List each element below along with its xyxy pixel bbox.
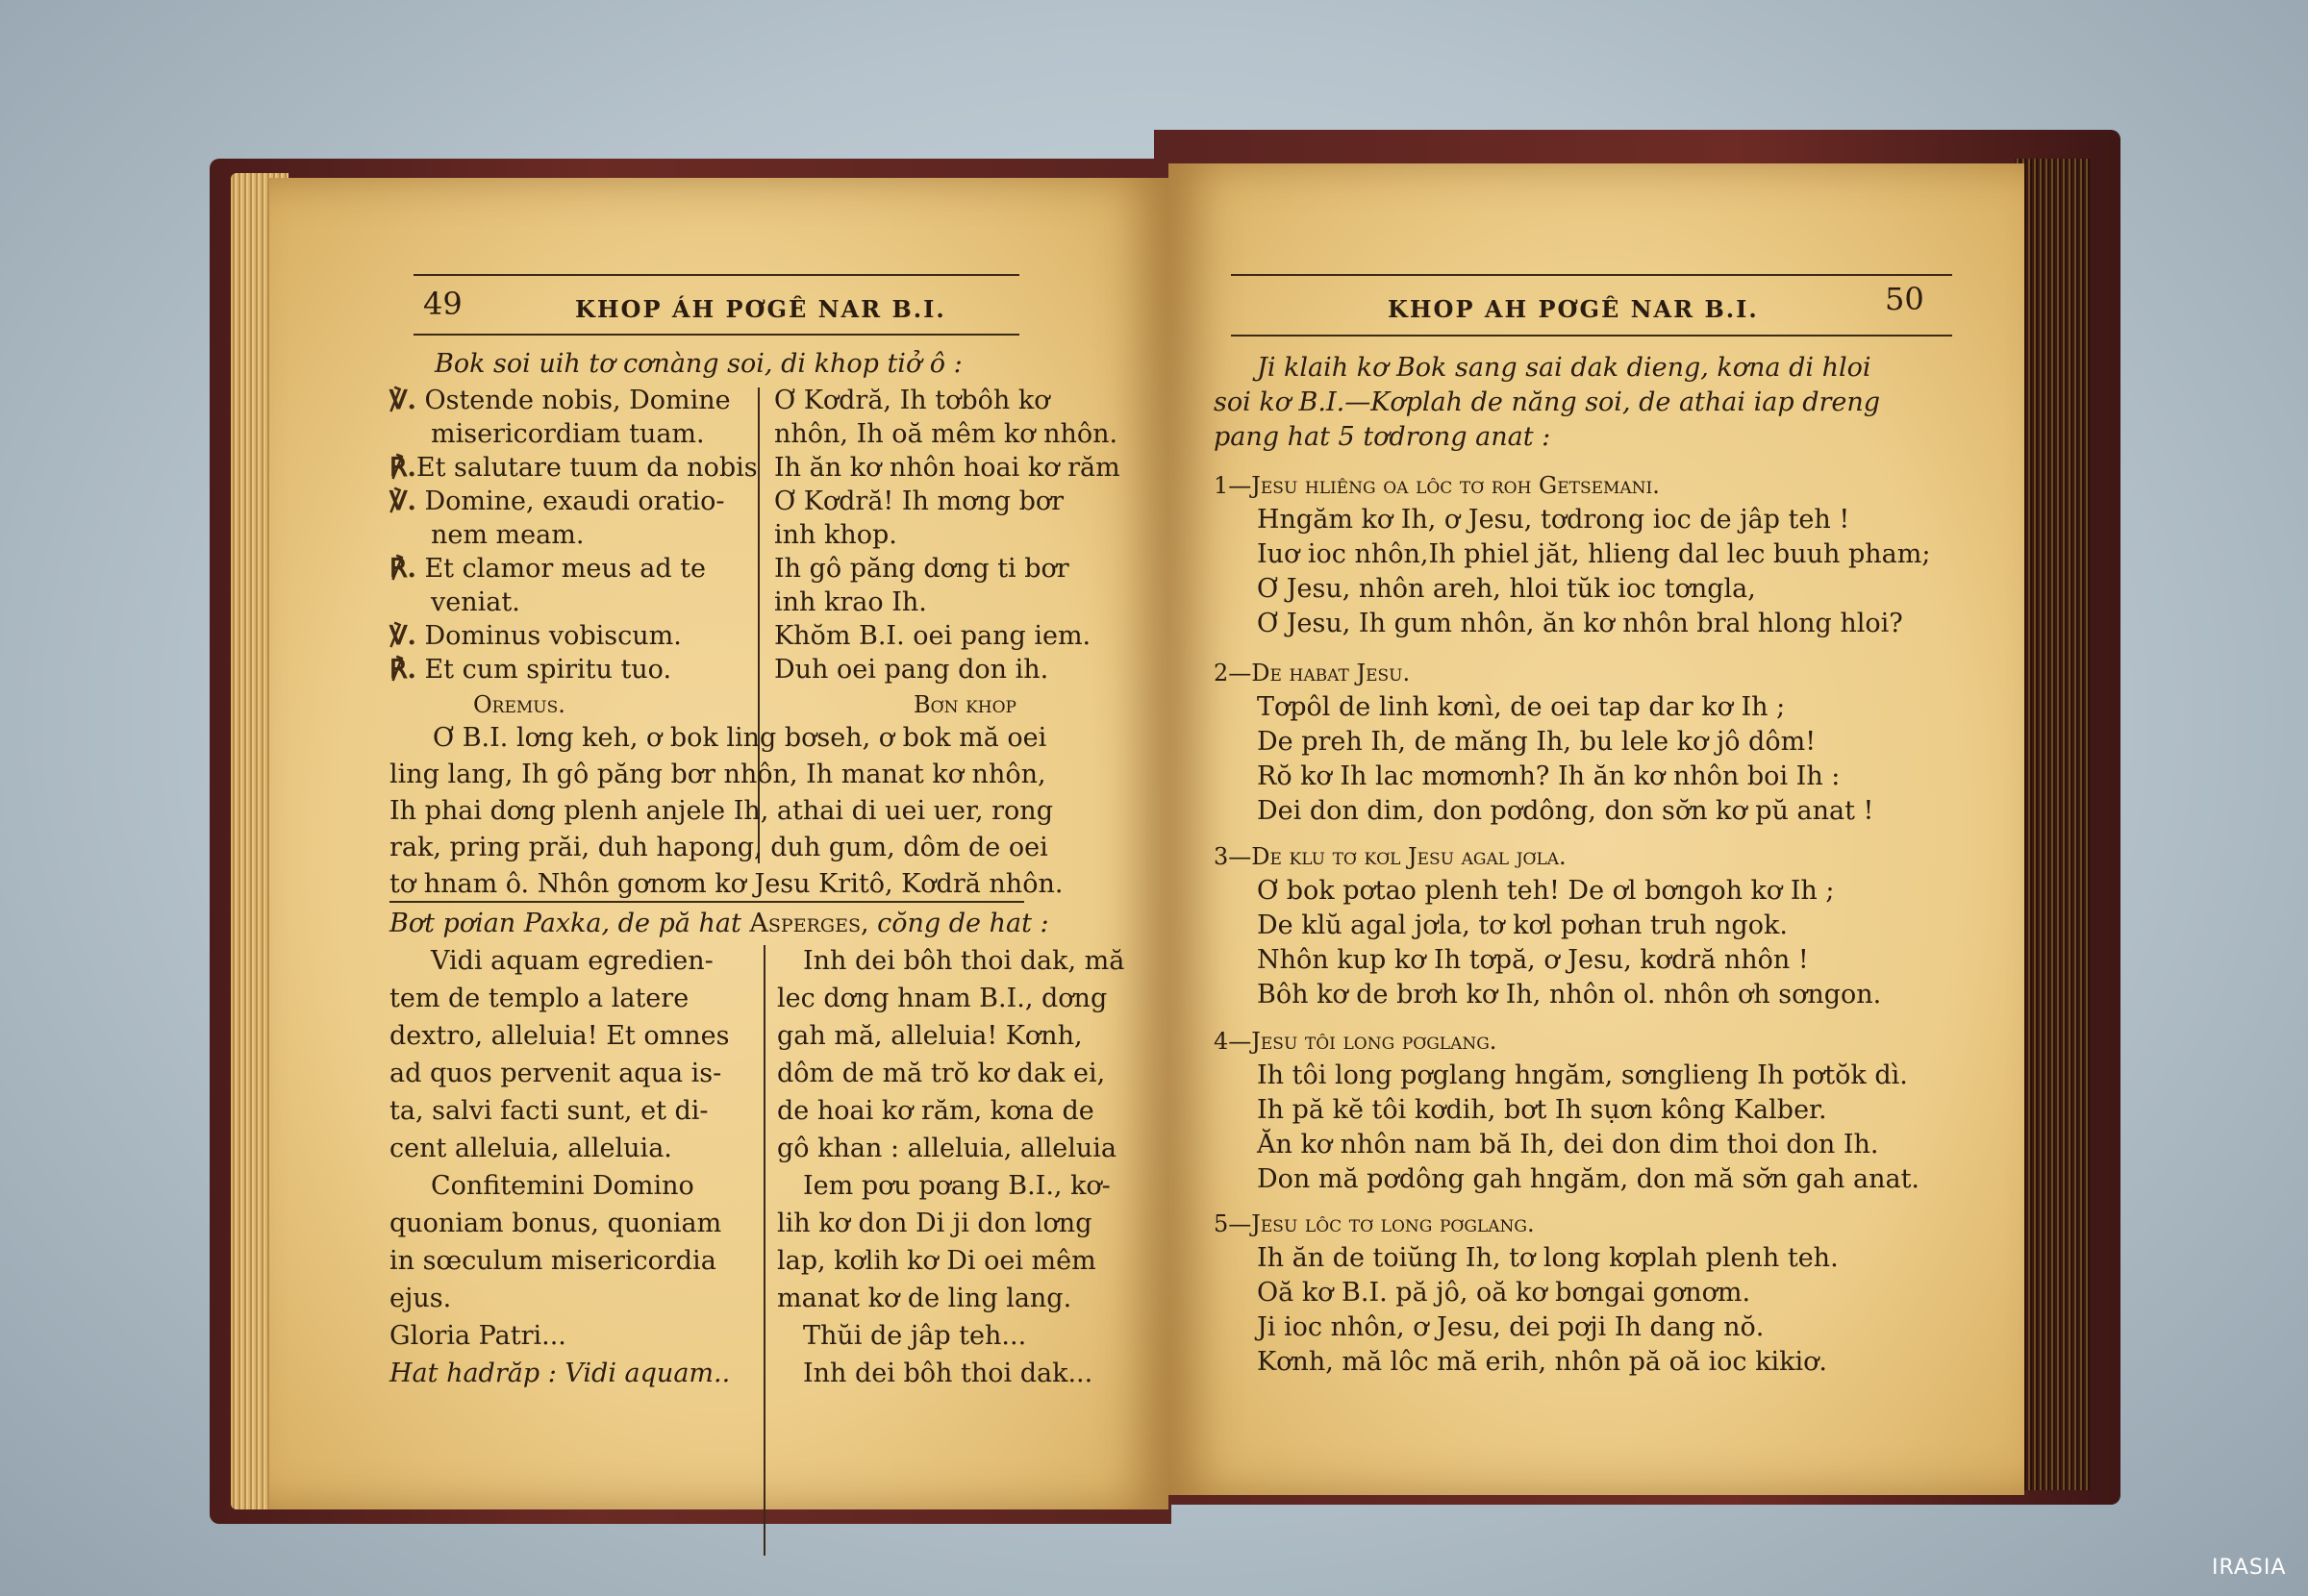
hymn-line: Iem pơu pơang B.I., kơ- <box>803 1171 1111 1201</box>
versicle-line: Ơ Kơdră! Ih mơng bơr <box>774 486 1065 516</box>
bon-khop-heading: Bơn khop <box>914 691 1016 718</box>
page-number: 50 <box>1885 281 1924 317</box>
section-line: Don mă pơdông gah hngăm, don mă sơ̆n gah anat. <box>1257 1164 1920 1194</box>
versicle-line: inh khop. <box>774 520 897 550</box>
versicle-line: ℣. Domine, exaudi oratio- <box>389 486 725 516</box>
hymn-line: in sœculum misericordia <box>389 1246 716 1276</box>
header-rule-bottom <box>414 334 1019 336</box>
section-line: Kơnh, mă lôc mă erih, nhôn pă oă ioc kikiơ. <box>1257 1347 1827 1377</box>
section-title: 2—De habat Jesu. <box>1214 660 1411 686</box>
intro-line: pang hat 5 tơdrong anat : <box>1214 422 1551 452</box>
section-line: Nhôn kup kơ Ih tơpă, ơ Jesu, kơdră nhôn ! <box>1257 945 1809 975</box>
section-line: Ăn kơ nhôn nam bă Ih, dei don dim thoi don Ih. <box>1257 1130 1879 1160</box>
running-head: KHOP ÁH PƠGÊ NAR B.I. <box>575 295 946 323</box>
versicle-line: nhôn, Ih oă mêm kơ nhôn. <box>774 419 1118 449</box>
versicle-line: Ih gô păng dơng ti bơr <box>774 554 1069 584</box>
running-head: KHOP AH PƠGÊ NAR B.I. <box>1388 295 1759 323</box>
hymn-line: gah mă, alleluia! Kơnh, <box>777 1021 1083 1051</box>
header-rule-bottom <box>1231 335 1952 337</box>
section-line: Ơ Jesu, nhôn areh, hloi tŭk ioc tơngla, <box>1257 574 1756 604</box>
hymn-line: dextro, alleluia! Et omnes <box>389 1021 730 1051</box>
section-rule <box>389 901 1024 903</box>
versicle-line: Ơ Kơdră, Ih tơbôh kơ <box>774 386 1050 415</box>
prayer-line: tơ hnam ô. Nhôn gơnơm kơ Jesu Kritô, Kơdră nhôn. <box>389 869 1064 899</box>
section-line: Ih ăn de toiŭng Ih, tơ long kơplah plenh teh. <box>1257 1243 1839 1273</box>
rubric: Bok soi uih tơ cơnàng soi, di khop tiở ô : <box>435 349 963 379</box>
section-line: Iuơ ioc nhôn,Ih phiel jăt, hlieng dal lec buuh pham; <box>1257 539 1931 569</box>
hymn-line: Gloria Patri... <box>389 1321 566 1351</box>
hymn-line: Hat hadrăp : Vidi aquam.. <box>389 1359 731 1388</box>
versicle-line: inh krao Ih. <box>774 587 927 617</box>
hymn-line: Confitemini Domino <box>431 1171 694 1201</box>
section-line: Rŏ kơ Ih lac mơmơnh? Ih ăn kơ nhôn boi Ih : <box>1257 761 1841 791</box>
versicle-line: ℟.Et salutare tuum da nobis <box>389 453 758 483</box>
section-title: 3—De klu tơ kơl Jesu agal jơla. <box>1214 843 1567 870</box>
section-line: De preh Ih, de măng Ih, bu lele kơ jô dôm! <box>1257 727 1817 757</box>
watermark-label: IRASIA <box>2212 1556 2287 1580</box>
versicle-line: Khŏm B.I. oei pang iem. <box>774 621 1091 651</box>
hymn-line: Inh dei bôh thoi dak... <box>803 1359 1093 1388</box>
section-line: Bôh kơ de brơh kơ Ih, nhôn ol. nhôn ơh sơngon. <box>1257 980 1882 1010</box>
page-edges-right <box>2015 159 2092 1490</box>
hymn-line: de hoai kơ răm, kơna de <box>777 1096 1094 1126</box>
section-title: 1—Jesu hliêng oa lôc tơ roh Getsemani. <box>1214 472 1660 499</box>
hymn-line: lih kơ don Di ji don lơng <box>777 1209 1092 1238</box>
section-line: Dei don dim, don pơdông, don sơ̆n kơ pŭ anat ! <box>1257 796 1874 826</box>
right-page <box>1168 163 2024 1495</box>
versicle-line: ℣. Dominus vobiscum. <box>389 621 682 651</box>
versicle-line: ℟. Et cum spiritu tuo. <box>389 655 672 685</box>
prayer-line: rak, pring prăi, duh hapong, duh gum, dôm de oei <box>389 833 1048 862</box>
intro-line: Ji klaih kơ Bok sang sai dak dieng, kơna di hloi <box>1257 353 1871 383</box>
page-number: 49 <box>423 286 463 322</box>
versicle-line: ℣. Ostende nobis, Domine <box>389 386 731 415</box>
section-line: Oă kơ B.I. pă jô, oă kơ bơngai gơnơm. <box>1257 1278 1751 1308</box>
section-title: 4—Jesu tôi long pơglang. <box>1214 1028 1497 1055</box>
versicle-line: veniat. <box>431 587 520 617</box>
prayer-line: Ih phai dơng plenh anjele Ih, athai di uei uer, rong <box>389 796 1053 826</box>
hymn-line: Inh dei bôh thoi dak, mă <box>803 946 1125 976</box>
section-line: Tơpôl de linh kơnì, de oei tap dar kơ Ih ; <box>1257 692 1786 722</box>
hymn-line: cent alleluia, alleluia. <box>389 1134 672 1163</box>
section-line: Ji ioc nhôn, ơ Jesu, dei pơji Ih dang nŏ. <box>1257 1312 1765 1342</box>
hymn-line: quoniam bonus, quoniam <box>389 1209 722 1238</box>
versicle-line: nem meam. <box>431 520 585 550</box>
section-line: Ơ bok pơtao plenh teh! De ơl bơngoh kơ Ih ; <box>1257 876 1835 906</box>
versicle-line: ℟. Et clamor meus ad te <box>389 554 707 584</box>
section-title: 5—Jesu lôc tơ long pơglang. <box>1214 1210 1535 1237</box>
left-page <box>269 178 1168 1509</box>
hymn-line: dôm de mă trŏ kơ dak ei, <box>777 1059 1106 1088</box>
hymn-line: Vidi aquam egredien- <box>431 946 714 976</box>
intro-line: soi kơ B.I.—Kơplah de năng soi, de athai iap dreng <box>1214 387 1881 417</box>
versicle-line: Duh oei pang don ih. <box>774 655 1049 685</box>
prayer-line: ling lang, Ih gô păng bơr nhôn, Ih manat kơ nhôn, <box>389 760 1046 789</box>
section-line: Ih pă kĕ tôi kơdih, bơt Ih sụơn kông Kalber. <box>1257 1095 1827 1125</box>
section-line: De klŭ agal jơla, tơ kơl pơhan truh ngok. <box>1257 910 1788 940</box>
hymn-line: gô khan : alleluia, alleluia <box>777 1134 1116 1163</box>
versicle-line: misericordiam tuam. <box>431 419 705 449</box>
hymn-line: tem de templo a latere <box>389 984 690 1013</box>
section-line: Hngăm kơ Ih, ơ Jesu, tơdrong ioc de jâp teh ! <box>1257 505 1850 535</box>
header-rule-top <box>1231 274 1952 276</box>
column-divider <box>764 945 765 1556</box>
prayer-line: Ơ B.I. lơng keh, ơ bok ling bơseh, ơ bok mă oei <box>433 723 1047 753</box>
hymn-line: Thŭi de jâp teh... <box>803 1321 1027 1351</box>
oremus-heading: Oremus. <box>473 691 565 718</box>
hymn-line: manat kơ de ling lang. <box>777 1284 1072 1313</box>
hymn-line: lap, kơlih kơ Di oei mêm <box>777 1246 1096 1276</box>
section-line: Ơ Jesu, Ih gum nhôn, ăn kơ nhôn bral hlong hloi? <box>1257 609 1903 638</box>
hymn-line: ejus. <box>389 1284 452 1313</box>
header-rule-top <box>414 274 1019 276</box>
hymn-line: lec dơng hnam B.I., dơng <box>777 984 1108 1013</box>
section-line: Ih tôi long pơglang hngăm, sơnglieng Ih pơtŏk dì. <box>1257 1060 1908 1090</box>
hymn-line: ta, salvi facti sunt, et di- <box>389 1096 709 1126</box>
hymn-line: ad quos pervenit aqua is- <box>389 1059 722 1088</box>
asperges-rubric: Bơt pơian Paxka, de pă hat Asperges, cŏng de hat : <box>389 909 1049 938</box>
versicle-line: Ih ăn kơ nhôn hoai kơ răm <box>774 453 1120 483</box>
